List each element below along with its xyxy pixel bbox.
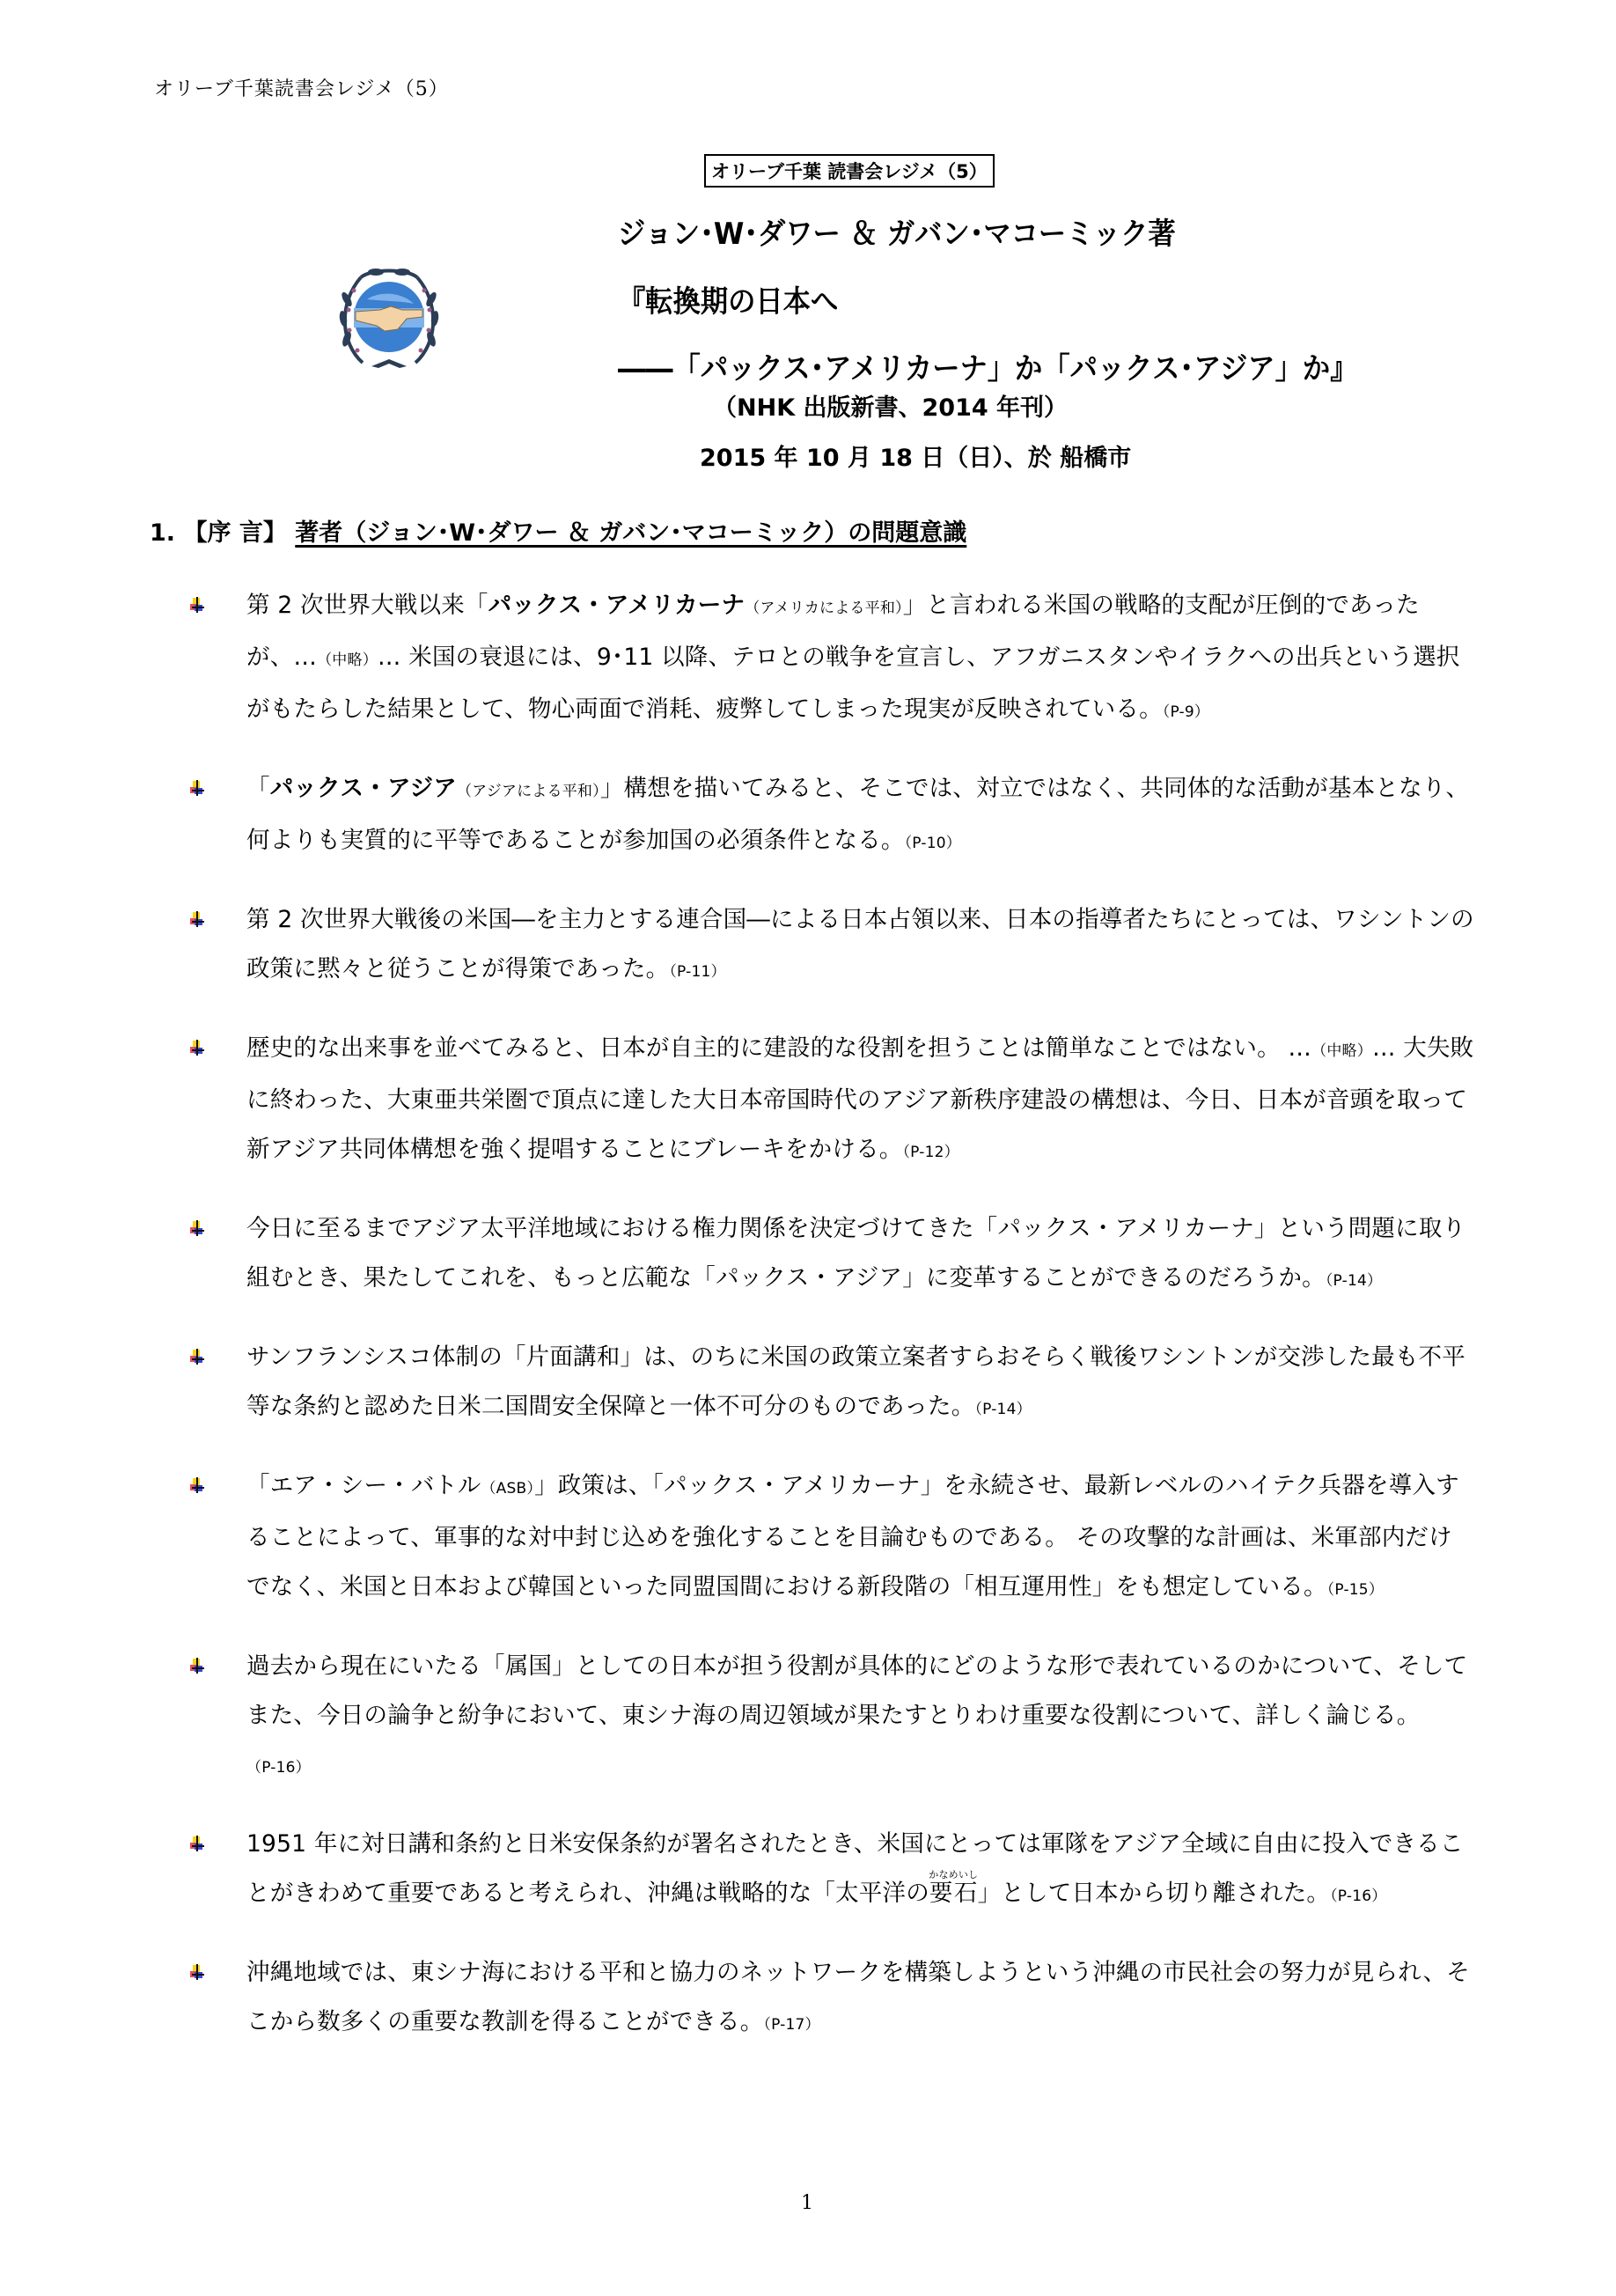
item-note: （アジアによる平和）: [456, 783, 600, 800]
item-text: 」構想を描いてみると、そこでは、対立ではなく、共同体的な活動が基本となり、何よりも実質的に平等であることが参加国の必須条件となる。: [246, 775, 1470, 854]
page-reference: （P-11）: [669, 963, 726, 981]
bullet-icon: [189, 596, 205, 614]
item-text: サンフランシスコ体制の「片面講和」は、のちに米国の政策立案者すらおそらく戦後ワシントンが交渉した最も不平等な条約と認めた日米二国間安全保障と一体不可分のものであった。: [246, 1343, 1465, 1420]
book-title-line-2: ――「パックス･アメリカーナ」か「パックス･アジア」か』: [618, 351, 1358, 386]
page-reference: （P-10）: [904, 835, 961, 852]
bullet-icon: [189, 1039, 205, 1056]
item-text: 1951 年に対日講和条約と日米安保条約が署名されたとき、米国にとっては軍隊をアジア全域に自由に投入できることがきわめて重要であると考えられ、沖縄は戦略的な「太平洋の: [246, 1830, 1464, 1907]
item-text: … 大失敗に終わった、大東亜共栄圏で頂点に達した大日本帝国時代のアジア新秩序建設の構想は、今日、日本が音頭を取って新アジア共同体構想を強く提唱することにブレーキをかける。: [246, 1034, 1474, 1163]
bullet-icon: [189, 1219, 205, 1237]
ruby-reading: かなめいし: [929, 1869, 979, 1880]
list-item: [189, 764, 1474, 868]
item-note: （中略）: [1311, 1042, 1372, 1060]
meeting-date-place: 2015 年 10 月 18 日（日）、於 船橋市: [700, 445, 1132, 472]
item-text: 」と言われる米国の戦略的支配が圧倒的であったが、…: [246, 592, 1420, 671]
book-title-line-1: 『転換期の日本へ: [618, 284, 839, 320]
list-item: [189, 1820, 1474, 1921]
item-emphasis: パックス・アメリカーナ: [488, 592, 746, 619]
item-text: 第 2 次世界大戦後の米国―を主力とする連合国―による日本占領以来、日本の指導者たちにとっては、ワシントンの政策に黙々と従うことが得策であった。: [246, 906, 1474, 982]
item-text: 過去から現在にいたる「属国」としての日本が担う役割が具体的にどのような形で表れているのかについて、そしてまた、今日の論争と紛争において、東シナ海の周辺領域が果たすとりわけ重要な役割について、詳しく論じる。: [246, 1652, 1468, 1729]
list-item: [189, 1642, 1474, 1792]
list-item: [189, 1333, 1474, 1434]
item-emphasis: パックス・アジア: [269, 775, 457, 802]
page-reference: （P-14）: [974, 1401, 1032, 1418]
item-text: 」として日本から切り離された。: [977, 1880, 1331, 1907]
item-note: （アメリカによる平和）: [745, 600, 903, 617]
list-item: [189, 895, 1474, 997]
item-text: 歴史的な出来事を並べてみると、日本が自主的に建設的な役割を担うことは簡単なことではない。 …: [246, 1034, 1312, 1062]
item-note: （中略）: [317, 651, 378, 669]
bullet-list: [189, 581, 1474, 2077]
item-text: 「エア・シー・バトル: [246, 1472, 481, 1499]
page-reference: （P-17）: [763, 2016, 820, 2034]
page-number: 1: [801, 2192, 813, 2214]
item-text: … 米国の衰退には、9･11 以降、テロとの戦争を宣言し、アフガニスタンやイラクへの出兵という選択がもたらした結果として、物心両面で消耗、疲弊してしまった現実が反映されている。: [246, 644, 1460, 723]
bullet-icon: [189, 910, 205, 928]
bullet-icon: [189, 1963, 205, 1981]
page-reference: （P-16）: [246, 1759, 311, 1777]
section-title: 著者（ジョン･W･ダワー ＆ ガバン･マコーミック）の問題意識: [295, 519, 967, 547]
boxed-series-label: オリーブ千葉 読書会レジメ（5）: [704, 154, 995, 188]
publisher-info: （NHK 出版新書、2014 年刊）: [713, 394, 1069, 422]
page-reference: （P-14）: [1325, 1272, 1383, 1290]
olive-emblem-logo: [336, 264, 442, 374]
item-text: 今日に至るまでアジア太平洋地域における権力関係を決定づけてきた「パックス・アメリカーナ」という問題に取り組むとき、果たしてこれを、もっと広範な「パックス・アジア」に変革することができるのだろうか。: [246, 1215, 1466, 1292]
item-note: （ASB）: [481, 1480, 535, 1498]
section-heading: [150, 513, 966, 548]
bullet-icon: [189, 779, 205, 797]
section-number: 1.: [150, 519, 176, 547]
bullet-icon: [189, 1348, 205, 1365]
list-item: [189, 1024, 1474, 1177]
list-item: [189, 1461, 1474, 1615]
page-reference: （P-12）: [902, 1144, 959, 1161]
running-header: オリーブ千葉読書会レジメ（5）: [154, 78, 449, 100]
item-text: 沖縄地域では、東シナ海における平和と協力のネットワークを構築しようという沖縄の市民社会の努力が見られ、そこから数多くの重要な教訓を得ることができる。: [246, 1959, 1470, 2035]
page-reference: （P-9）: [1162, 703, 1210, 721]
ruby-base: 要石: [929, 1880, 979, 1907]
page-reference: （P-15）: [1326, 1581, 1385, 1599]
bullet-icon: [189, 1657, 205, 1674]
list-item: [189, 1204, 1474, 1306]
item-text: 」政策は、「パックス・アメリカーナ」を永続させ、最新レベルのハイテク兵器を導入することによって、軍事的な対中封じ込めを強化することを目論むものである。 その攻撃的な計画は、米軍部内だけでなく、米国と日本および韓国といった同盟国間における新段階の「相互運用性」をも想定している。: [246, 1472, 1459, 1601]
authors-line: ジョン･W･ダワー ＆ ガバン･マコーミック著: [618, 217, 1176, 252]
item-text: 「: [246, 775, 270, 802]
item-text: 第 2 次世界大戦以来「: [246, 592, 488, 619]
list-item: [189, 581, 1474, 737]
section-tag: 【序 言】: [183, 519, 287, 547]
bullet-icon: [189, 1835, 205, 1852]
ruby-annotation: [929, 1869, 979, 1907]
page-reference: （P-16）: [1330, 1888, 1387, 1905]
list-item: [189, 1948, 1474, 2049]
bullet-icon: [189, 1476, 205, 1494]
